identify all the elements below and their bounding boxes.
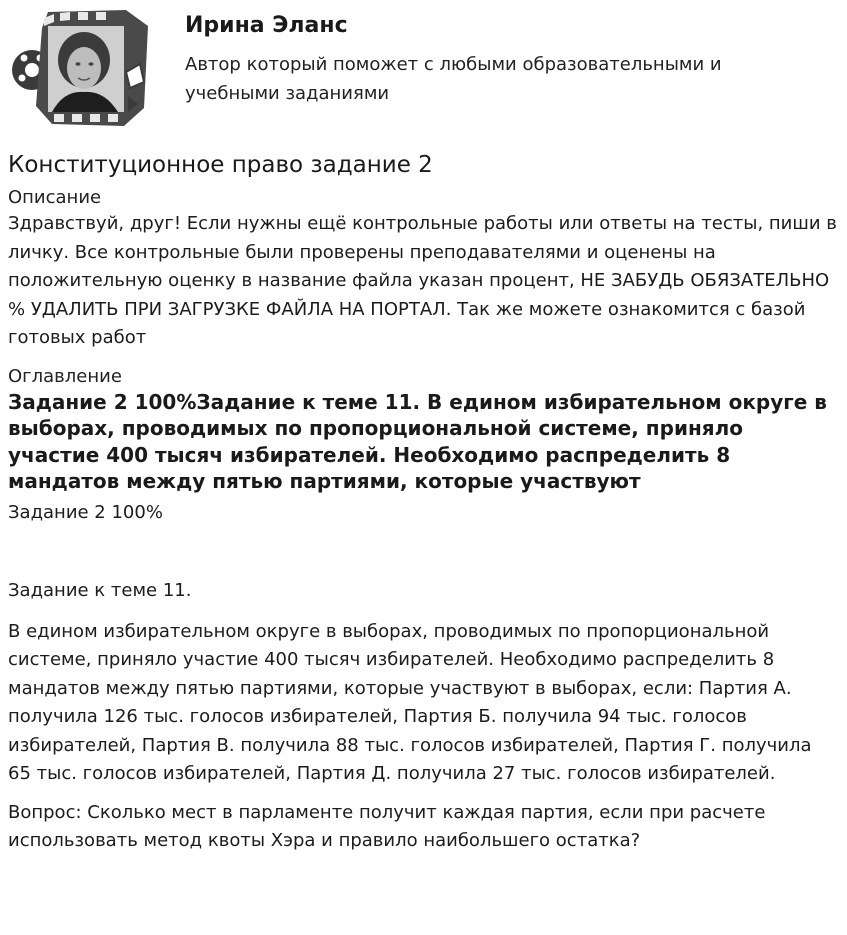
toc-label: Оглавление [8, 365, 122, 387]
page-title: Конституционное право задание 2 [8, 152, 433, 178]
toc-heading: Задание 2 100%Задание к теме 11. В едином избирательном округе в выборах, проводимых по пропорциональной системе, приняло участие 400 тысяч избирателей. Необходимо распределить 8 мандатов между пятью партиями, которые участвуют [8, 389, 827, 493]
task-topic-line: Задание к теме 11. [8, 580, 192, 601]
description-text: Здравствуй, друг! Если нужны ещё контрольные работы или ответы на тесты, пиши в личку. Все контрольные были проверены преподавателями и оценены на положительную оценку в название файла указан процент, НЕ ЗАБУДЬ ОБЯЗАТЕЛЬНО % УДАЛИТЬ ПРИ ЗАГРУЗКЕ ФАЙЛА НА ПОРТАЛ. Так же можете ознакомится с базой готовых работ [8, 213, 837, 348]
author-name[interactable]: Ирина Эланс [185, 13, 348, 38]
task-score-line: Задание 2 100% [8, 501, 163, 523]
author-card [0, 0, 847, 135]
author-bio: Автор который поможет с любыми образовательными и учебными заданиями [185, 54, 722, 104]
author-avatar[interactable] [8, 8, 150, 128]
task-condition-paragraph: В едином избирательном округе в выборах, проводимых по пропорциональной системе, приняло участие 400 тысяч избирателей. Необходимо распределить 8 мандатов между пятью партиями, которые участвуют в выборах, если: Партия А. получила 126 тыс. голосов избирателей, Партия Б. получила 94 тыс. голосов избирателей, Партия В. получила 88 тыс. голосов избирателей, Партия Г. получила 65 тыс. голосов избирателей, Партия Д. получила 27 тыс. голосов избирателей. [8, 620, 812, 784]
main-content [8, 148, 840, 856]
task-question-paragraph: Вопрос: Сколько мест в парламенте получит каждая партия, если при расчете использовать метод квоты Хэра и правило наибольшего остатка? [8, 801, 766, 851]
description-label: Описание [8, 187, 102, 208]
